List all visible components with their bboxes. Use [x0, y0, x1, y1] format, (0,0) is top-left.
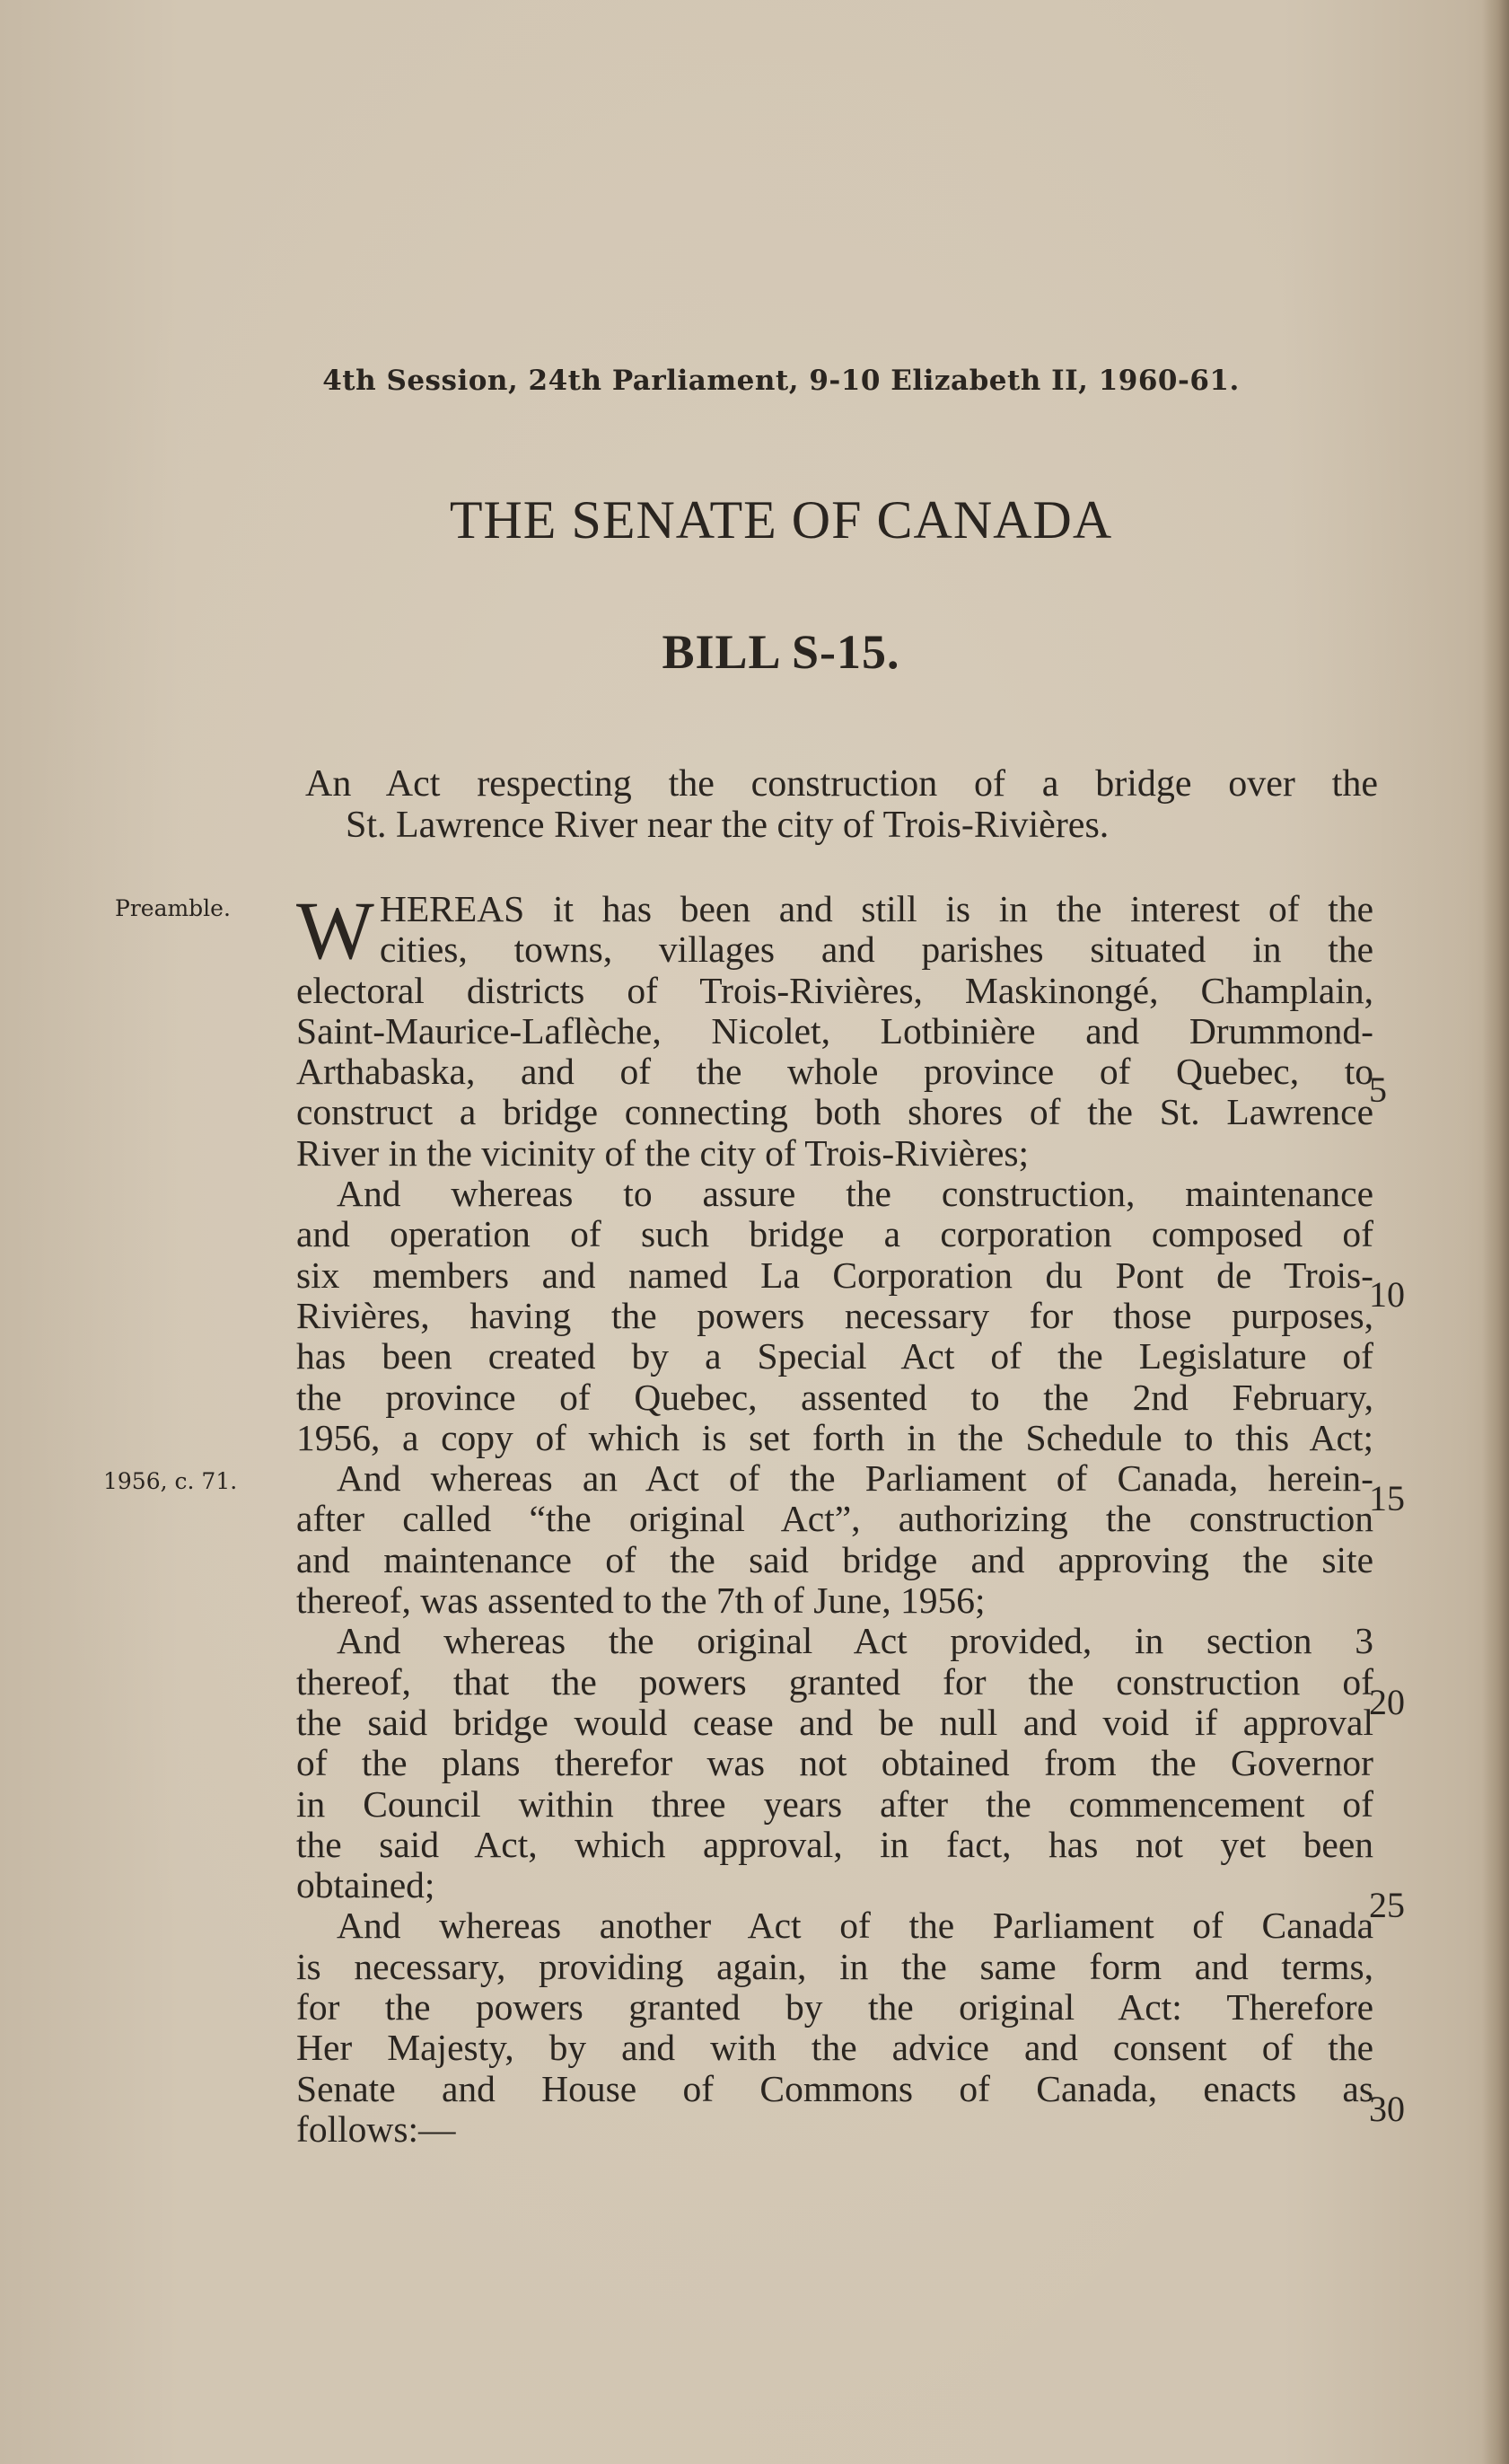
act-title-line-1: An Act respecting the construction of a bridge over the [305, 763, 1378, 805]
line-number: 30 [1369, 2089, 1405, 2129]
body-line: the said bridge would cease and be null and void if approval [296, 1701, 1373, 1743]
body-line: electoral districts of Trois-Rivières, Maskinongé, Champlain, [296, 969, 1373, 1011]
body-line: cities, towns, villages and parishes situated in the [379, 928, 1373, 971]
body-line: Senate and House of Commons of Canada, enacts as [296, 2067, 1373, 2109]
body-line: Rivières, having the powers necessary for those purposes, [296, 1294, 1373, 1336]
line-number: 10 [1369, 1274, 1405, 1315]
body-line: Arthabaska, and of the whole province of Quebec, to [296, 1051, 1373, 1093]
body-line: construct a bridge connecting both shores of the St. Lawrence [296, 1091, 1373, 1133]
body-line: follows:— [296, 2108, 456, 2150]
body-line: thereof, was assented to the 7th of June, 1956; [296, 1580, 986, 1622]
act-title-line-2: St. Lawrence River near the city of Trois-Rivières. [346, 805, 1110, 846]
session-header: 4th Session, 24th Parliament, 9-10 Elizabeth II, 1960-61. [322, 365, 1240, 397]
body-line: six members and named La Corporation du Pont de Trois- [296, 1254, 1373, 1296]
body-line: the said Act, which approval, in fact, has not yet been [296, 1823, 1373, 1865]
body-line: in Council within three years after the commencement of [296, 1782, 1373, 1825]
body-line: of the plans therefor was not obtained from the Governor [296, 1742, 1373, 1784]
body-line: after called “the original Act”, authorizing the construction [296, 1498, 1373, 1540]
body-line: Saint-Maurice-Laflèche, Nicolet, Lotbinière and Drummond- [296, 1009, 1373, 1052]
preamble-body [296, 884, 1373, 2150]
body-line: River in the vicinity of the city of Trois-Rivières; [296, 1131, 1030, 1174]
body-line: Her Majesty, by and with the advice and consent of the [296, 2027, 1373, 2069]
senate-title: THE SENATE OF CANADA [449, 490, 1113, 550]
drop-cap: W [296, 884, 374, 976]
body-line: thereof, that the powers granted for the construction of [296, 1660, 1373, 1703]
line-number: 15 [1369, 1478, 1405, 1518]
body-line: And whereas an Act of the Parliament of Canada, herein- [337, 1457, 1373, 1500]
line-number: 5 [1369, 1069, 1387, 1110]
line-number: 20 [1369, 1682, 1405, 1722]
body-line: and maintenance of the said bridge and approving the site [296, 1538, 1373, 1580]
margin-note-citation: 1956, c. 71. [103, 1468, 238, 1494]
body-line: has been created by a Special Act of the Legislature of [296, 1335, 1373, 1377]
act-title [305, 763, 1382, 846]
body-line: And whereas to assure the construction, maintenance [337, 1173, 1373, 1215]
body-line: And whereas the original Act provided, in section 3 [337, 1620, 1373, 1662]
margin-note-preamble: Preamble. [115, 895, 231, 921]
first-paragraph-opening [296, 884, 1373, 976]
body-line: obtained; [296, 1864, 435, 1906]
body-line: the province of Quebec, assented to the 2nd February, [296, 1376, 1373, 1418]
line-number: 25 [1369, 1885, 1405, 1925]
body-line: HEREAS it has been and still is in the interest of the [379, 888, 1373, 929]
body-line: And whereas another Act of the Parliament of Canada [337, 1905, 1373, 1947]
bill-title: BILL S-15. [662, 625, 900, 679]
body-line: and operation of such bridge a corporation composed of [296, 1213, 1373, 1255]
body-line: is necessary, providing again, in the same form and terms, [296, 1945, 1373, 1987]
body-line: 1956, a copy of which is set forth in the Schedule to this Act; [296, 1416, 1373, 1458]
page-edge-shadow [1482, 0, 1509, 2464]
body-line: for the powers granted by the original Act: Therefore [296, 1986, 1373, 2028]
